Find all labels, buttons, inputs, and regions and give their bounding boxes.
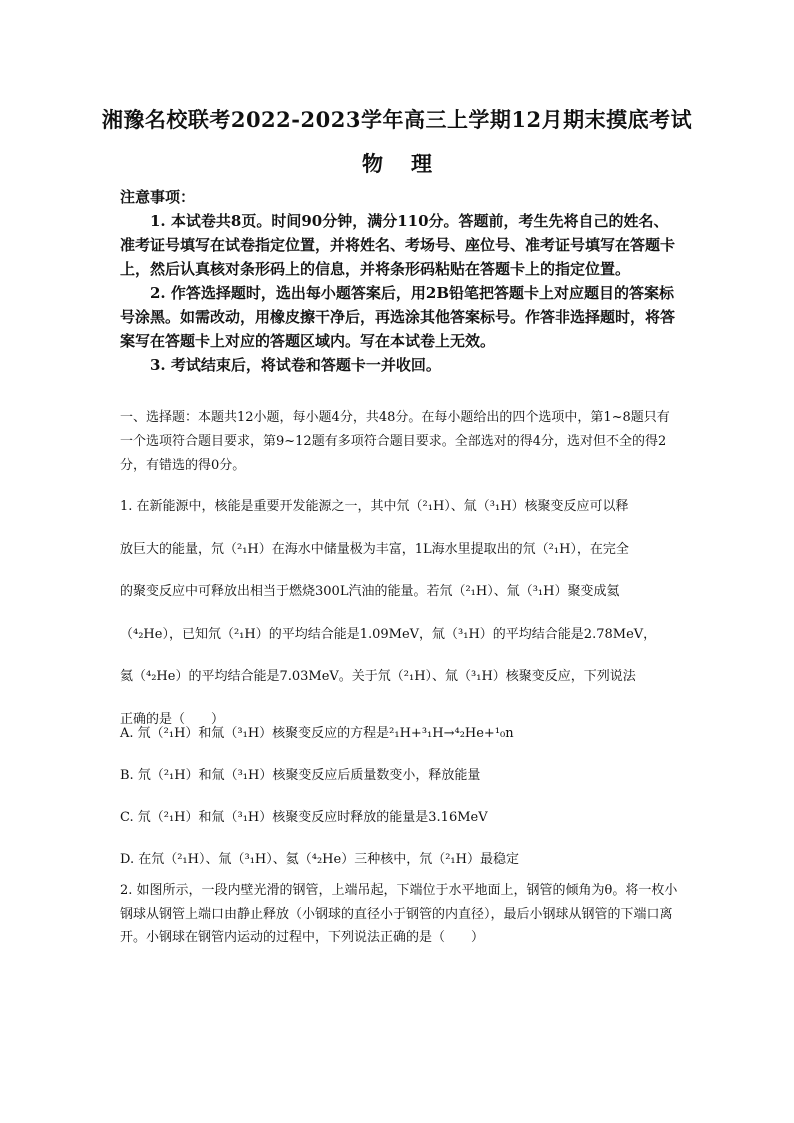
option-a: A. 氘（²₁H）和氚（³₁H）核聚变反应的方程是²₁H+³₁H→⁴₂He+¹₀n: [120, 726, 514, 741]
notice-block: [120, 185, 680, 377]
notice-item-2: 2. 作答选择题时，选出每小题答案后，用2B铅笔把答题卡上对应题目的答案标号涂黑。如需改动，用橡皮擦干净后，再选涂其他答案标号。作答非选择题时，将答案写在答题卡上对应的答题区域内。写在本试卷上无效。: [120, 284, 676, 350]
question-1-line: （⁴₂He），已知氘（²₁H）的平均结合能是1.09MeV，氚（³₁H）的平均结合能是2.78MeV，: [120, 626, 657, 642]
option-b: B. 氘（²₁H）和氚（³₁H）核聚变反应后质量数变小，释放能量: [120, 768, 481, 783]
question-1-options: [120, 719, 680, 887]
subject-char-1: 物: [362, 151, 383, 176]
question-2: 2. 如图所示，一段内壁光滑的钢管，上端吊起，下端位于水平地面上，钢管的倾角为θ。将一枚小钢球从钢管上端口由静止释放（小钢球的直径小于钢管的内直径），最后小钢球从钢管的下端口离开。小钢球在钢管内运动的过程中，下列说法正确的是（ ）: [120, 883, 678, 945]
exam-title: 湘豫名校联考2022-2023学年高三上学期12月期末摸底考试: [101, 107, 693, 132]
question-1: [120, 486, 680, 741]
notice-item-3: 3. 考试结束后，将试卷和答题卡一并收回。: [150, 356, 441, 374]
notice-item-1: 1. 本试卷共8页。时间90分钟，满分110分。答题前，考生先将自己的姓名、准考证号填写在试卷指定位置，并将姓名、考场号、座位号、准考证号填写在答题卡上，然后认真核对条形码上的信息，并将条形码粘贴在答题卡上的指定位置。: [120, 212, 676, 278]
question-1-line: 氦（⁴₂He）的平均结合能是7.03MeV。关于氘（²₁H）、氚（³₁H）核聚变反应，下列说法: [120, 669, 636, 684]
option-d: D. 在氘（²₁H）、氚（³₁H）、氦（⁴₂He）三种核中，氘（²₁H）最稳定: [120, 852, 519, 867]
option-c: C. 氘（²₁H）和氚（³₁H）核聚变反应时释放的能量是3.16MeV: [120, 810, 488, 825]
section-instructions: 一、选择题：本题共12小题，每小题4分，共48分。在每小题给出的四个选项中，第1~8题只有一个选项符合题目要求，第9~12题有多项符合题目要求。全部选对的得4分，选对但不全的得2分，有错选的得0分。: [120, 410, 670, 473]
subject-char-2: 理: [411, 151, 432, 176]
notice-heading: 注意事项：: [120, 188, 196, 206]
exam-subject: [0, 148, 794, 178]
question-1-line: 1. 在新能源中，核能是重要开发能源之一，其中氘（²₁H）、氚（³₁H）核聚变反应可以释: [120, 499, 629, 514]
question-1-line: 放巨大的能量，氘（²₁H）在海水中储量极为丰富，1L海水里提取出的氘（²₁H），在完全: [120, 541, 629, 557]
question-1-line: 正确的是（ ）: [120, 711, 225, 727]
question-1-line: 的聚变反应中可释放出相当于燃烧300L汽油的能量。若氘（²₁H）、氚（³₁H）聚变成氦: [120, 584, 620, 599]
